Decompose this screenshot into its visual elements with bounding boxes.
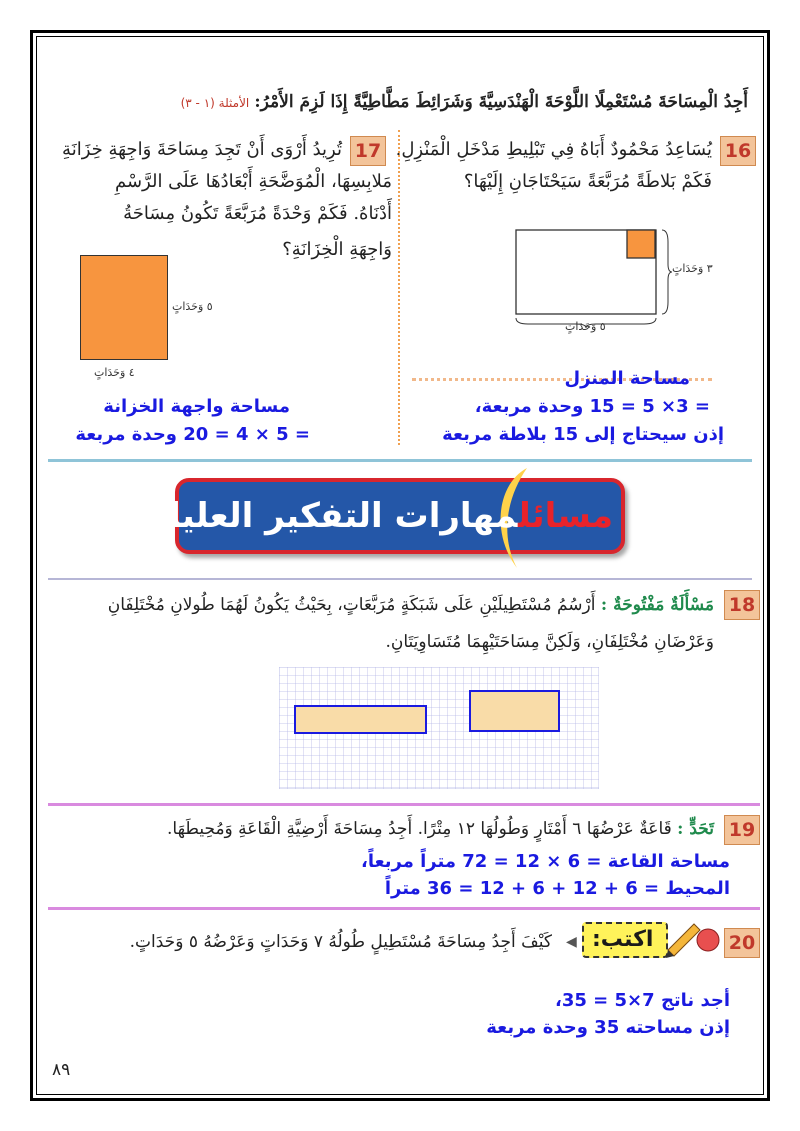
q17-text-line3: أَدْنَاهُ. فَكَمْ وَحْدَةً مُرَبَّعَةً تَكُونُ مِسَاحَةُ bbox=[123, 203, 392, 224]
grid-rectangle-short bbox=[470, 691, 559, 731]
question-number-19: 19 bbox=[724, 815, 760, 845]
q18-text-line1 bbox=[44, 588, 714, 622]
q18-grid bbox=[279, 667, 599, 789]
separator-blue-2 bbox=[48, 578, 752, 580]
question-number-17: 17 bbox=[350, 136, 386, 166]
q18-line1: أَرْسُمُ مُسْتَطِيلَيْنِ عَلَى شَبَكَةٍ مُرَبَّعَاتٍ، بِحَيْثُ يَكُونُ لَهُمَا طُولانِ مُخْتَلِفَانِ bbox=[107, 595, 596, 615]
q16-bottom-label: ٥ وَحَدَاتٍ bbox=[565, 320, 606, 333]
write-badge bbox=[582, 922, 668, 958]
separator-pink bbox=[48, 803, 760, 806]
section-banner bbox=[155, 478, 625, 554]
question-number-20: 20 bbox=[724, 928, 760, 958]
separator-pink-2 bbox=[48, 907, 760, 910]
q19-text-line1 bbox=[44, 812, 714, 846]
q19-label: تَحَدٍّ : bbox=[677, 819, 714, 839]
q16-answer-line2: إذن سيحتاج إلى 15 بلاطة مربعة bbox=[442, 424, 724, 445]
column-divider bbox=[398, 130, 400, 445]
instruction-line bbox=[48, 92, 748, 122]
separator-blue bbox=[48, 459, 752, 462]
q18-label: مَسْأَلَةٌ مَفْتُوحَةٌ : bbox=[600, 595, 714, 615]
banner-red-word: مسائل bbox=[517, 496, 613, 536]
single-tile bbox=[627, 230, 655, 258]
q20-answer-line2: إذن مساحته 35 وحدة مربعة bbox=[486, 1017, 730, 1038]
question-number-18: 18 bbox=[724, 590, 760, 620]
q17-text-line4: وَاجِهَةِ الْخِزَانَةِ؟ bbox=[282, 239, 392, 260]
q17-text-line2: مَلابِسِهَا، الْمُوَضَّحَةِ أَبْعَادُهَا عَلَى الرَّسْمِ bbox=[114, 171, 392, 192]
arrow-icon: ◀ bbox=[566, 934, 577, 950]
banner-rest: مهارات التفكير العليا: bbox=[155, 496, 518, 536]
q17-answer-line: = 5 × 4 = 20 وحدة مربعة bbox=[75, 424, 310, 445]
q19-line1: قَاعَةٌ عَرْضُهَا ٦ أَمْتَارٍ وَطُولُهَا ١٢ مِتْرًا. أَجِدُ مِسَاحَةَ أَرْضِيَّةِ الْقَاعَةِ وَمُحِيطَهَا. bbox=[166, 819, 672, 839]
banner-title bbox=[156, 492, 613, 540]
question-number-16: 16 bbox=[720, 136, 756, 166]
grid-rectangle-long bbox=[295, 706, 426, 733]
q16-answer-title: مساحة المنزل bbox=[564, 368, 690, 389]
instruction-ref: الأمثلة (١ - ٣) bbox=[180, 96, 250, 110]
q18-text-line2: وَعَرْضَانِ مُخْتَلِفَانِ، وَلَكِنَّ مِسَاحَتَيْهِمَا مُتَسَاوِيَتَانِ. bbox=[385, 632, 714, 652]
write-badge-label: اكتب: bbox=[592, 927, 654, 952]
q16-side-label: ٣ وَحَدَاتٍ bbox=[672, 262, 713, 275]
q20-text-line1: كَيْفَ أَجِدُ مِسَاحَةَ مُسْتَطِيلٍ طُولُهُ ٧ وَحَدَاتٍ وَعَرْضُهُ ٥ وَحَدَاتٍ. bbox=[129, 932, 552, 952]
q16-text-line2: فَكَمْ بَلاطَةً مُرَبَّعَةً سَيَحْتَاجَانِ إِلَيْهَا؟ bbox=[463, 171, 712, 192]
side-brace bbox=[662, 230, 672, 314]
q17-wardrobe-face bbox=[80, 255, 168, 360]
q17-answer-title: مساحة واجهة الخزانة bbox=[103, 396, 290, 417]
pencil-icon bbox=[664, 918, 720, 958]
q16-answer-line1: = 3× 5 = 15 وحدة مربعة، bbox=[474, 396, 710, 417]
q17-bottom-label: ٤ وَحَدَاتٍ bbox=[94, 366, 135, 379]
page-number: ٨٩ bbox=[52, 1060, 71, 1080]
q17-side-label: ٥ وَحَدَاتٍ bbox=[172, 300, 213, 313]
q19-answer-line1: مساحة القاعة = 6 × 12 = 72 متراً مربعاً، bbox=[360, 851, 730, 872]
q16-text-line1: يُسَاعِدُ مَحْمُودٌ أَبَاهُ فِي تَبْلِيطِ مَدْخَلِ الْمَنْزِلِ. bbox=[395, 139, 712, 160]
instruction-text: أَجِدُ الْمِسَاحَةَ مُسْتَعْمِلًا اللَّوْحَةَ الْهَنْدَسِيَّةَ وَشَرَائِطَ مَطَّاطِيَّةً إِذَا لَزِمَ الأَمْرُ: bbox=[254, 92, 748, 112]
q20-answer-line1: أجد ناتج 7×5 = 35، bbox=[554, 990, 730, 1011]
q17-text-line1: تُرِيدُ أَرْوَى أَنْ تَجِدَ مِسَاحَةَ وَاجِهَةِ خِزَانَةِ bbox=[62, 139, 342, 160]
q19-answer-line2: المحيط = 6 + 12 + 6 + 12 = 36 متراً bbox=[384, 878, 730, 899]
